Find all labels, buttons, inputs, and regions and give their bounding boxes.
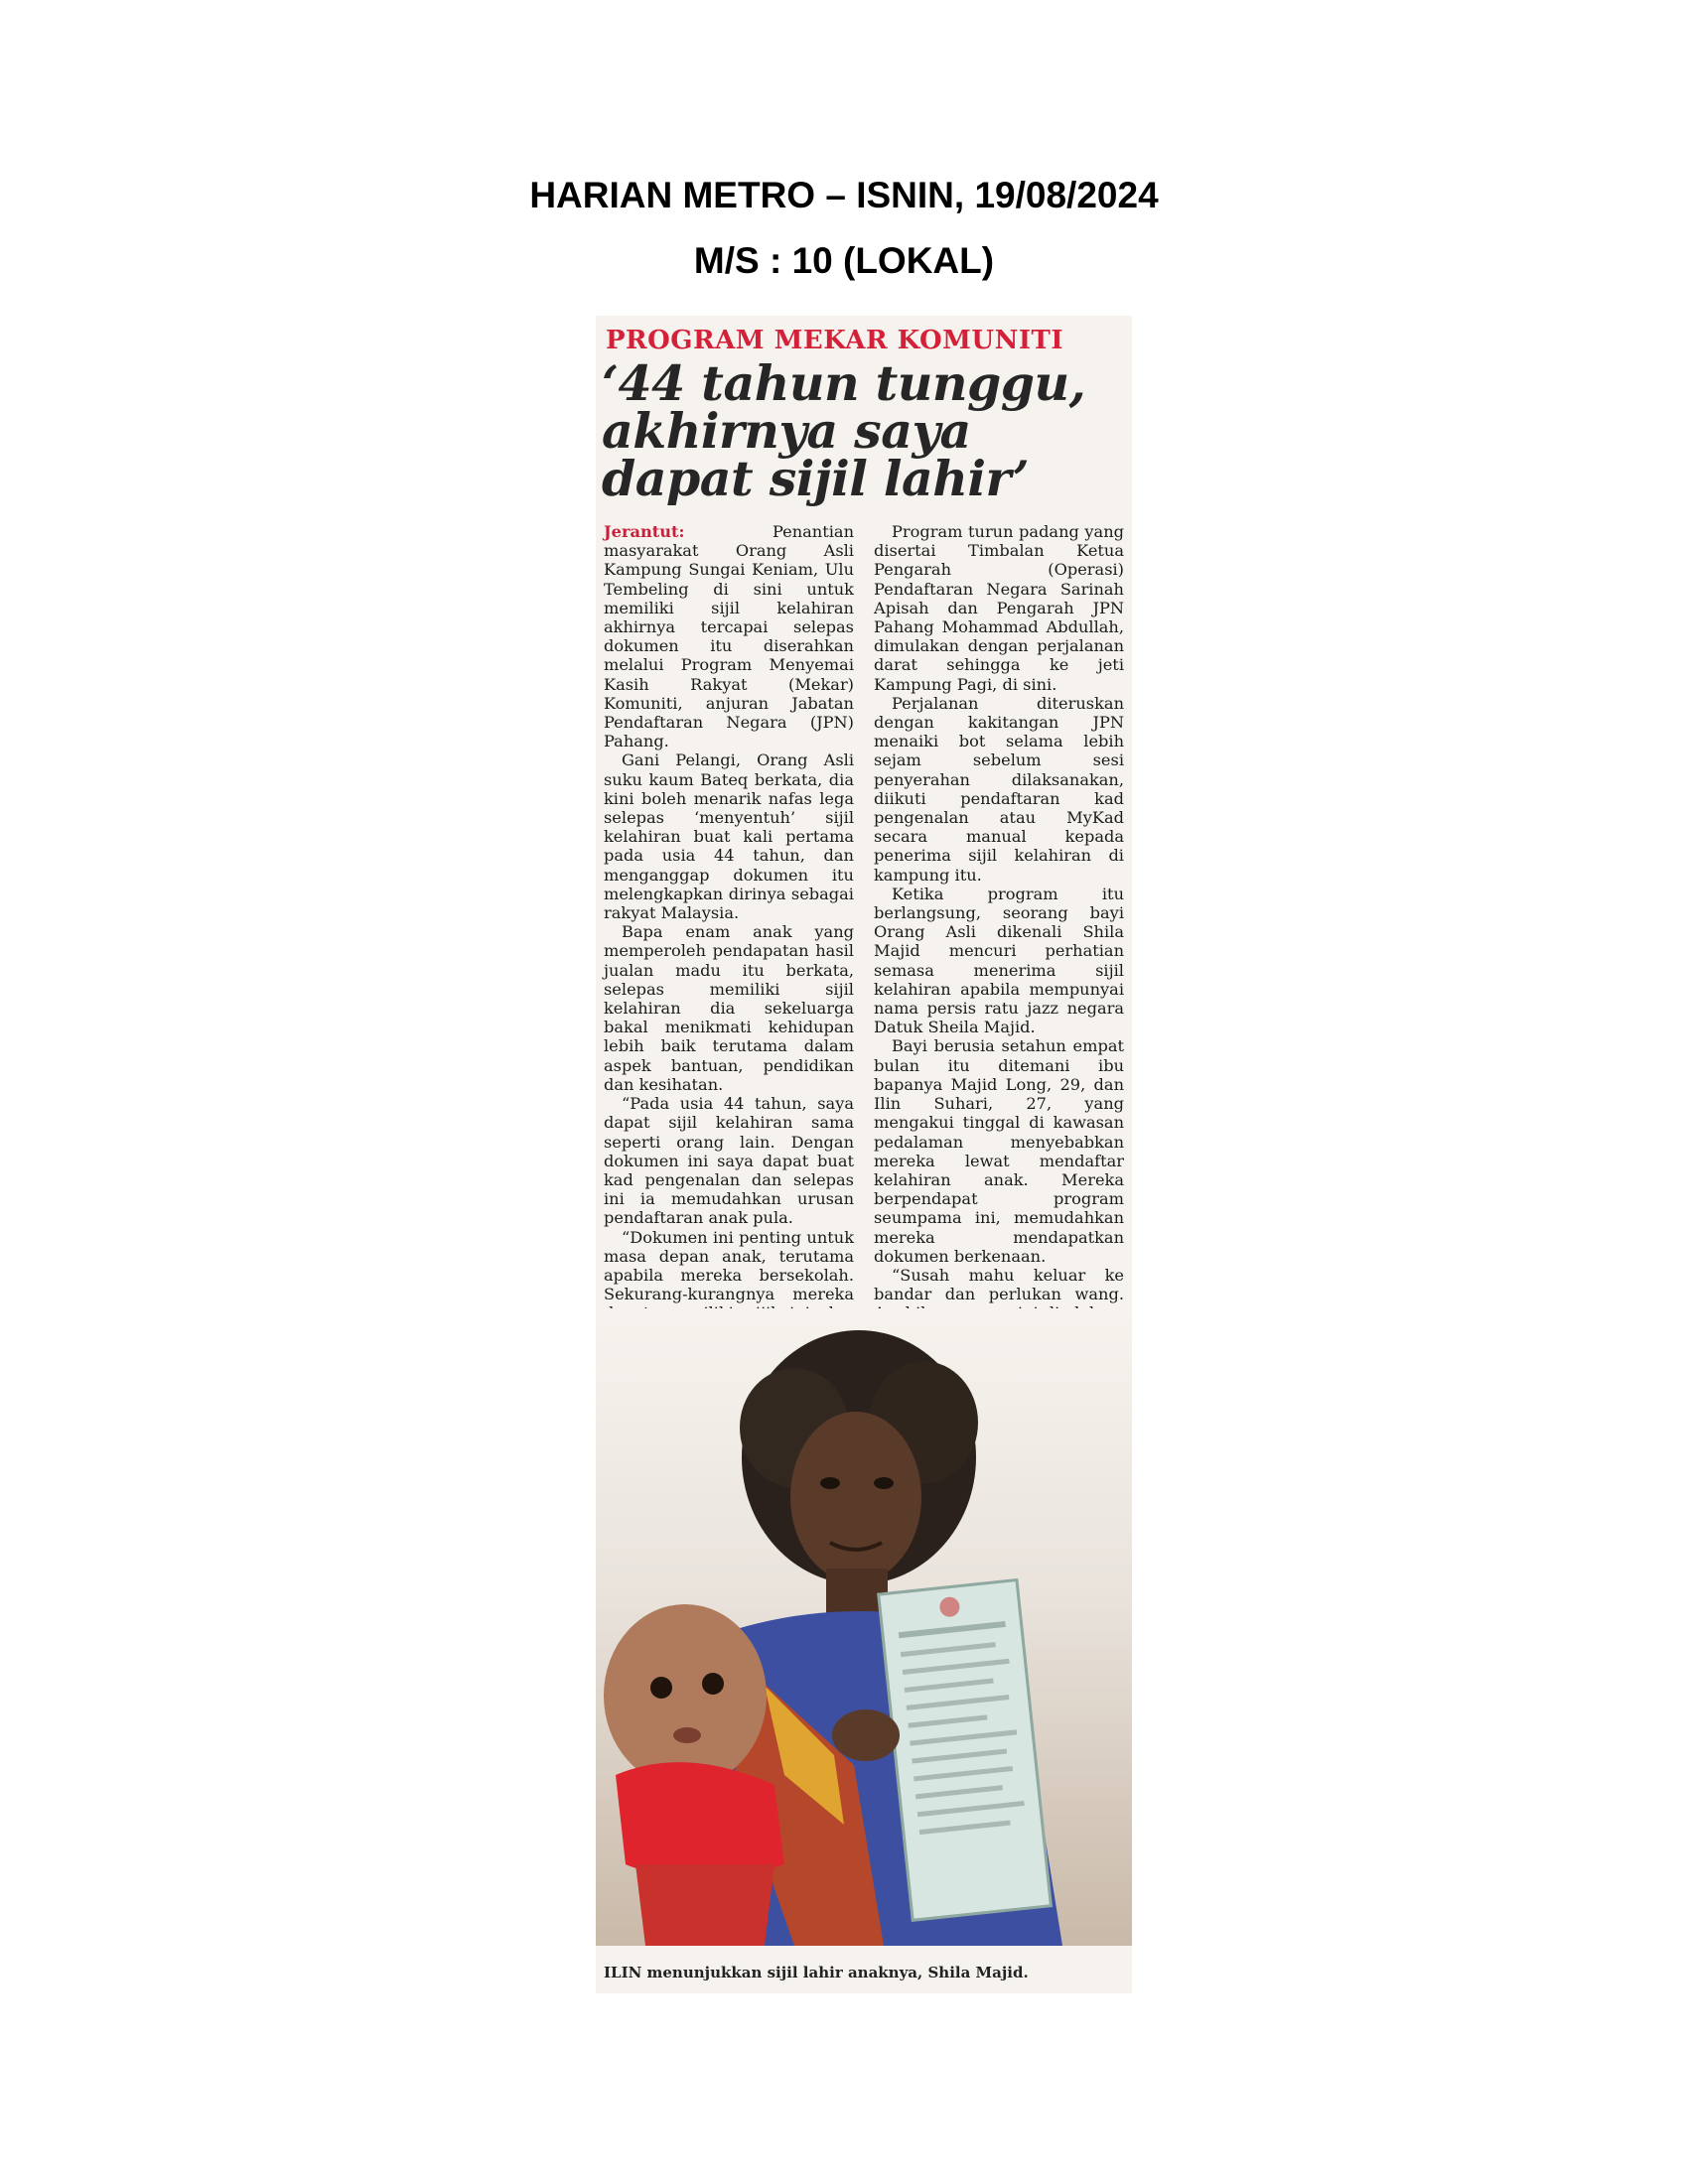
page-header [0,175,1688,282]
article-kicker: PROGRAM MEKAR KOMUNITI [606,326,1064,355]
page-section-line: M/S : 10 (LOKAL) [693,240,995,281]
article-paragraph: Program turun padang yang disertai Timbalan Ketua Pengarah (Operasi) Pendaftaran Negara Sarinah Apisah dan Pengarah JPN Pahang Mohammad Abdullah, dimulakan dengan perjalanan darat sehingga ke jeti Kampung Pagi, di sini. [874,522,1124,694]
article-paragraph [604,522,854,751]
article-paragraph: Bayi berusia setahun empat bulan itu ditemani ibu bapanya Majid Long, 29, dan Ilin Suhari, 27, yang mengakui tinggal di kawasan pedalaman menyebabkan mereka lewat mendaftar kelahiran anak. Mereka berpendapat program seumpama ini, memudahkan mereka mendapatkan dokumen berkenaan. [874,1036,1124,1266]
article-column-left [604,522,854,1437]
photo-mother-baby-certificate [596,1308,1132,1946]
article-paragraph: Bapa enam anak yang memperoleh pendapatan hasil jualan madu itu berkata, selepas memiliki sijil kelahiran dia sekeluarga bakal menikmati kehidupan lebih baik terutama dalam aspek bantuan, pendidikan dan kesihatan. [604,922,854,1094]
article-column-right [874,522,1124,1437]
article-headline [602,354,1128,507]
article-paragraph: “Susah mahu keluar ke bandar dan perlukan wang. [874,1265,1124,1304]
article-paragraph: Ketika program itu berlangsung, seorang bayi Orang Asli dikenali Shila Majid mencuri perhatian semasa menerima sijil kelahiran apabila mempunyai nama persis ratu jazz negara Datuk Sheila Majid. [874,884,1124,1037]
photo-caption: ILIN menunjukkan sijil lahir anaknya, Shila Majid. [604,1964,1029,1981]
headline-line: ‘44 tahun tunggu, [602,354,1086,412]
paragraph-text: Penantian masyarakat Orang Asli Kampung Sungai Keniam, Ulu Tembeling di sini untuk memiliki sijil kelahiran akhirnya tercapai selepas dokumen itu diserahkan melalui Program Menyemai Kasih Rakyat (Mekar) Komuniti, anjuran Jabatan Pendaftaran Negara (JPN) Pahang. [604,522,854,751]
dateline: Jerantut: [604,522,685,541]
article-photo [596,1308,1132,1946]
news-clipping [596,316,1132,1993]
article-paragraph: “Pada usia 44 tahun, saya dapat sijil kelahiran sama seperti orang lain. Dengan dokumen ini saya dapat buat kad pengenalan dan selepas ini ia memudahkan urusan pendaftaran anak pula. [604,1094,854,1228]
article-paragraph: Gani Pelangi, Orang Asli suku kaum Bateq berkata, dia kini boleh menarik nafas lega selepas ‘menyentuh’ sijil kelahiran buat kali pertama pada usia 44 tahun, dan menganggap dokumen itu melengkapkan dirinya sebagai rakyat Malaysia. [604,751,854,923]
headline-line: dapat sijil lahir’ [602,450,1030,507]
article-paragraph: Perjalanan diteruskan dengan kakitangan JPN menaiki bot selama lebih sejam sebelum sesi penyerahan dilaksanakan, diikuti pendaftaran kad pengenalan atau MyKad secara manual kepada penerima sijil kelahiran di kampung itu. [874,693,1124,885]
publication-date-line: HARIAN METRO – ISNIN, 19/08/2024 [529,175,1159,215]
headline-line: akhirnya saya [602,402,971,460]
article-paragraph: “Dokumen ini penting untuk masa depan anak, terutama apabila mereka bersekolah. Sekurang-kurangnya mereka [604,1227,854,1304]
